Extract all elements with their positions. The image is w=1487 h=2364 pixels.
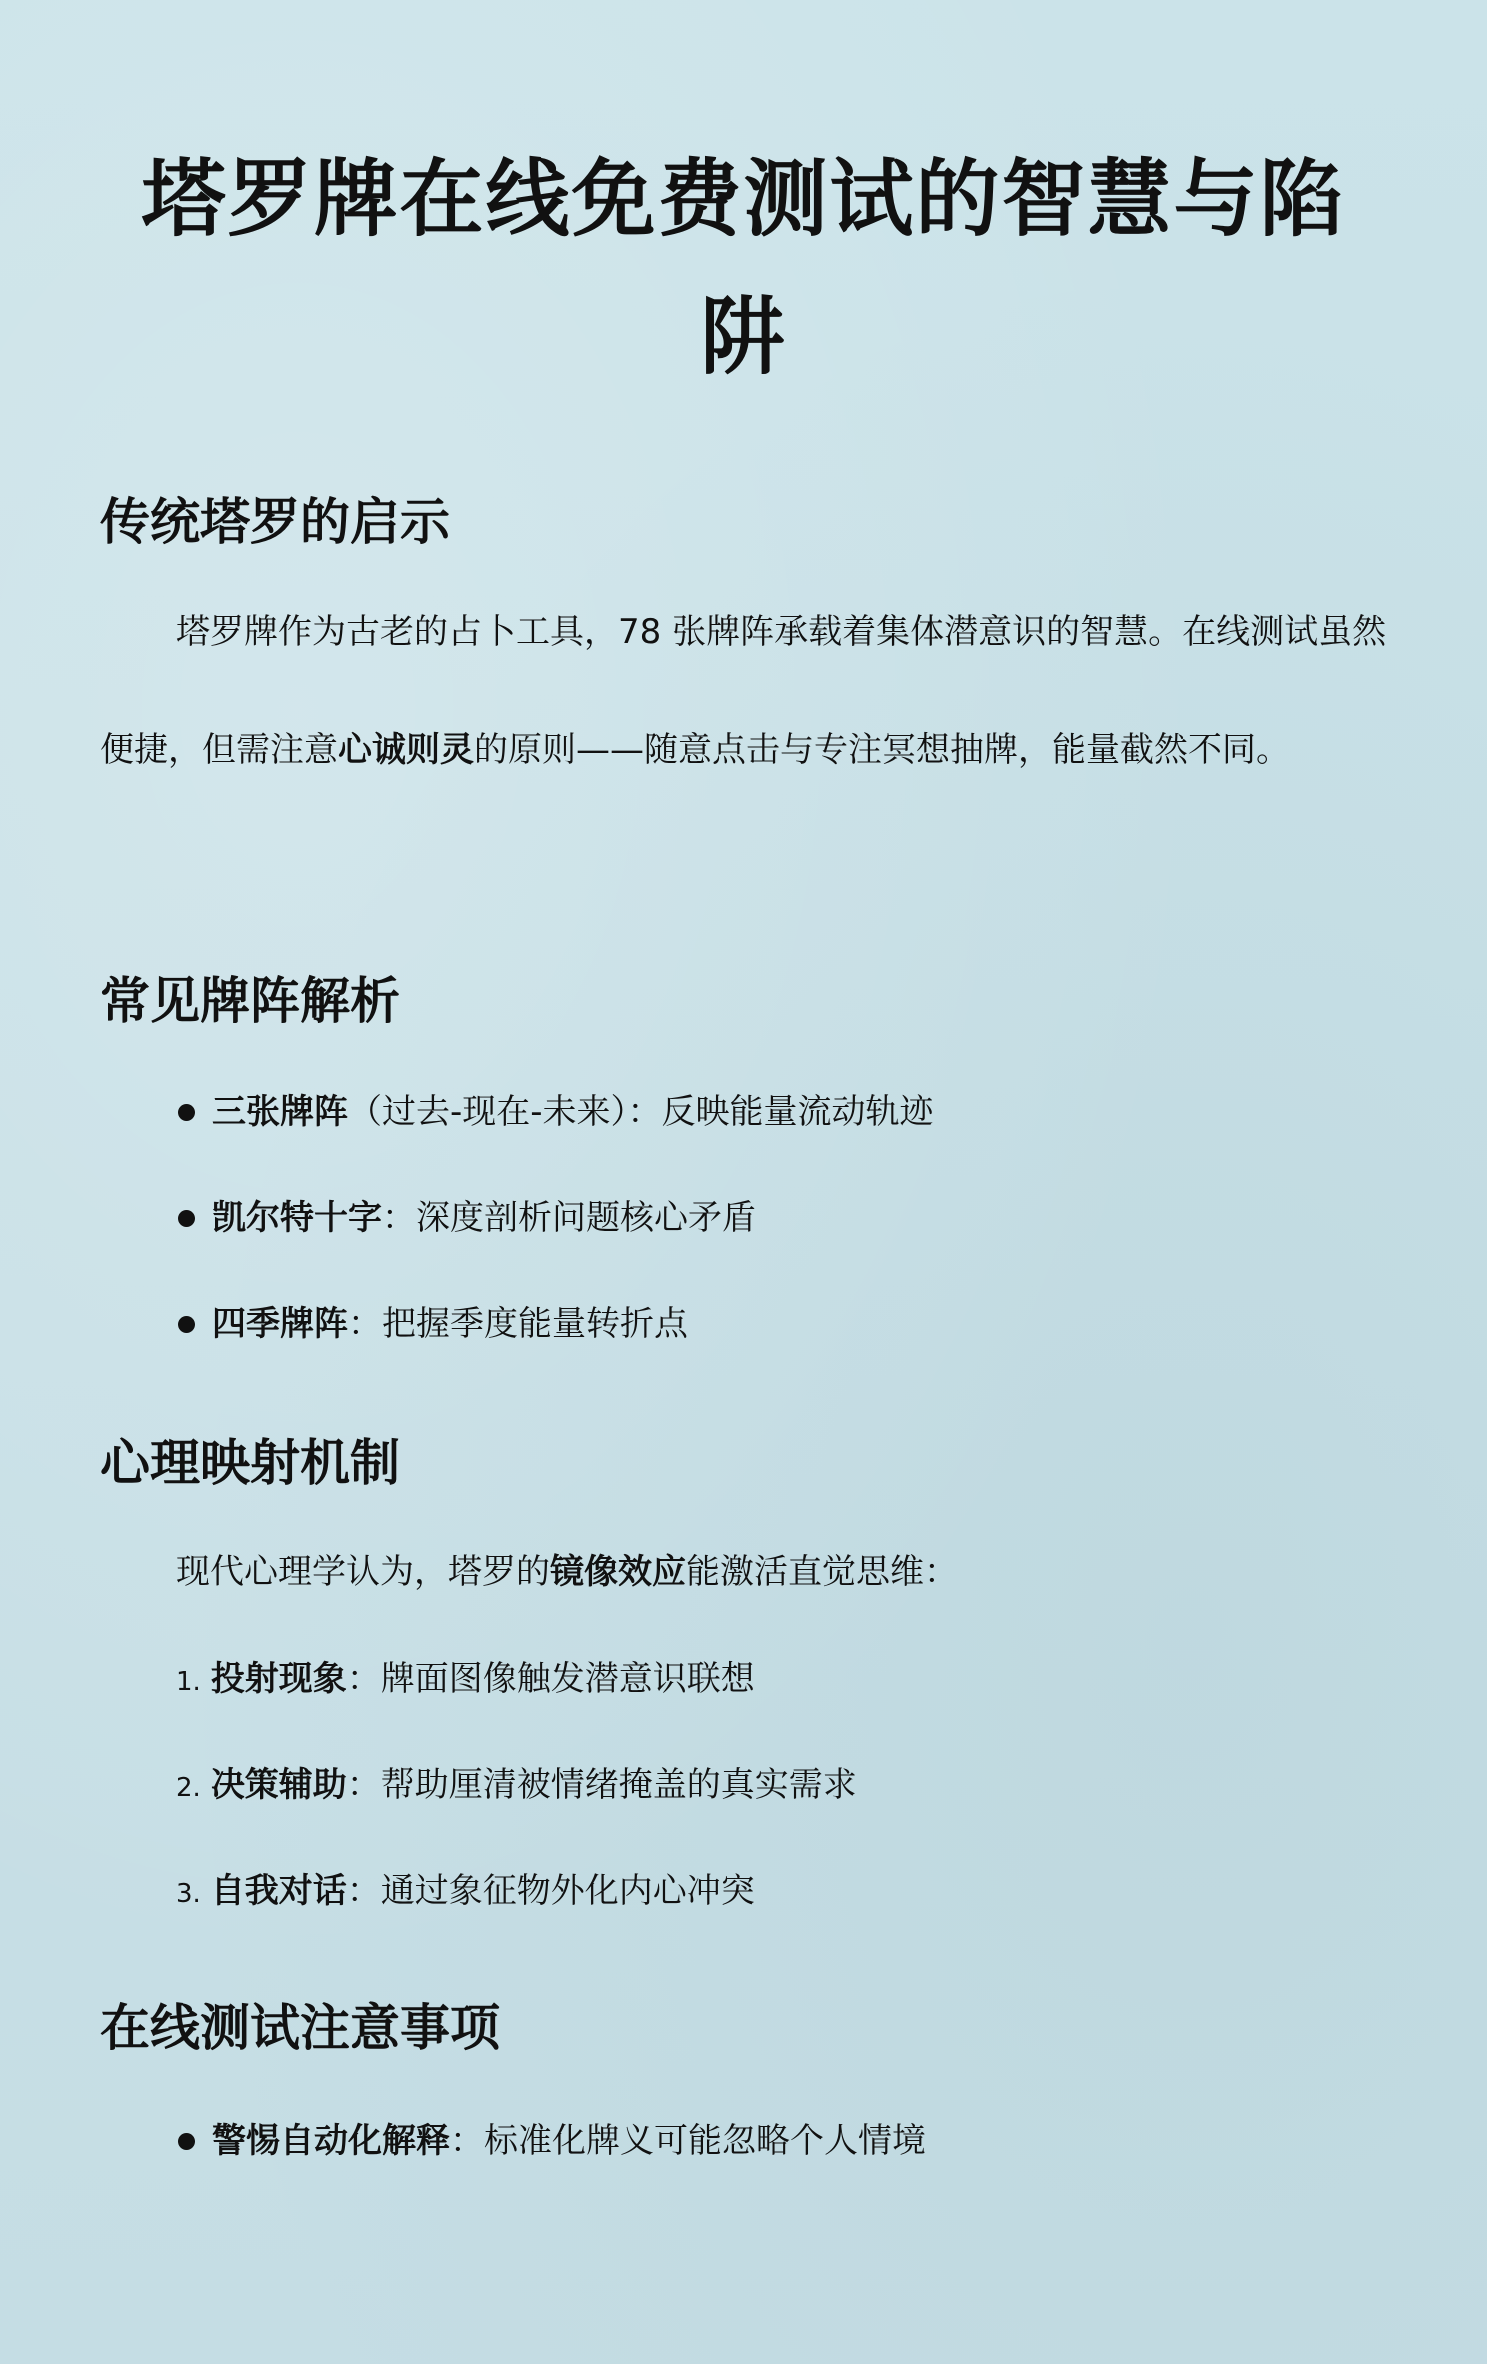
list-item (212, 1302, 688, 1346)
section-heading-spreads: 常见牌阵解析 (100, 972, 400, 1030)
paragraph-bold-phrase: 心诚则灵 (338, 730, 474, 770)
section-heading-cautions: 在线测试注意事项 (100, 1999, 500, 2057)
item-number: 3. (176, 1879, 201, 1909)
list-item (212, 1090, 934, 1134)
bullet-dot (178, 1210, 195, 1227)
numbered-item (176, 1763, 857, 1810)
item-bold: 决策辅助 (210, 1765, 347, 1805)
bullet-dot (178, 1104, 195, 1121)
list-item-text: （过去-现在-未来）：反映能量流动轨迹 (348, 1092, 934, 1132)
intro-text-end: 能激活直觉思维： (686, 1552, 958, 1592)
intro-bold-phrase: 镜像效应 (550, 1552, 686, 1592)
intro-text-start: 现代心理学认为，塔罗的 (176, 1552, 550, 1592)
section-heading-tradition: 传统塔罗的启示 (100, 493, 450, 551)
list-item-text: ：标准化牌义可能忽略个人情境 (450, 2121, 926, 2161)
paragraph-text-start: 塔罗牌作为古老的占卜工具，78 张牌阵承载着集体潜意识的智慧。在线测试虽然便捷，但需注意 (100, 612, 1387, 770)
numbered-item (176, 1657, 755, 1704)
list-item-text: ：深度剖析问题核心矛盾 (382, 1198, 756, 1238)
item-text: ：牌面图像触发潜意识联想 (346, 1659, 755, 1699)
item-text: ：帮助厘清被情绪掩盖的真实需求 (346, 1765, 857, 1805)
page-title: 塔罗牌在线免费测试的智慧与陷阱 (141, 150, 1346, 386)
bullet-dot (178, 2133, 195, 2150)
list-item-bold: 警惕自动化解释 (212, 2121, 450, 2161)
list-item-text: ：把握季度能量转折点 (348, 1304, 688, 1344)
item-bold: 自我对话 (210, 1871, 347, 1911)
bullet-dot (178, 1316, 195, 1333)
section-paragraph-tradition (100, 573, 1390, 809)
list-item-bold: 三张牌阵 (212, 1092, 348, 1132)
item-bold: 投射现象 (210, 1659, 347, 1699)
numbered-item (176, 1869, 755, 1916)
item-text: ：通过象征物外化内心冲突 (346, 1871, 755, 1911)
item-number: 1. (176, 1667, 201, 1697)
list-item-bold: 凯尔特十字 (212, 1198, 382, 1238)
section-heading-psychology: 心理映射机制 (100, 1434, 400, 1492)
paragraph-text-end: 的原则——随意点击与专注冥想抽牌，能量截然不同。 (474, 730, 1290, 770)
section-intro-psychology (176, 1550, 958, 1594)
list-item (212, 1196, 756, 1240)
list-item-bold: 四季牌阵 (212, 1304, 348, 1344)
item-number: 2. (176, 1773, 201, 1803)
list-item (212, 2119, 926, 2163)
